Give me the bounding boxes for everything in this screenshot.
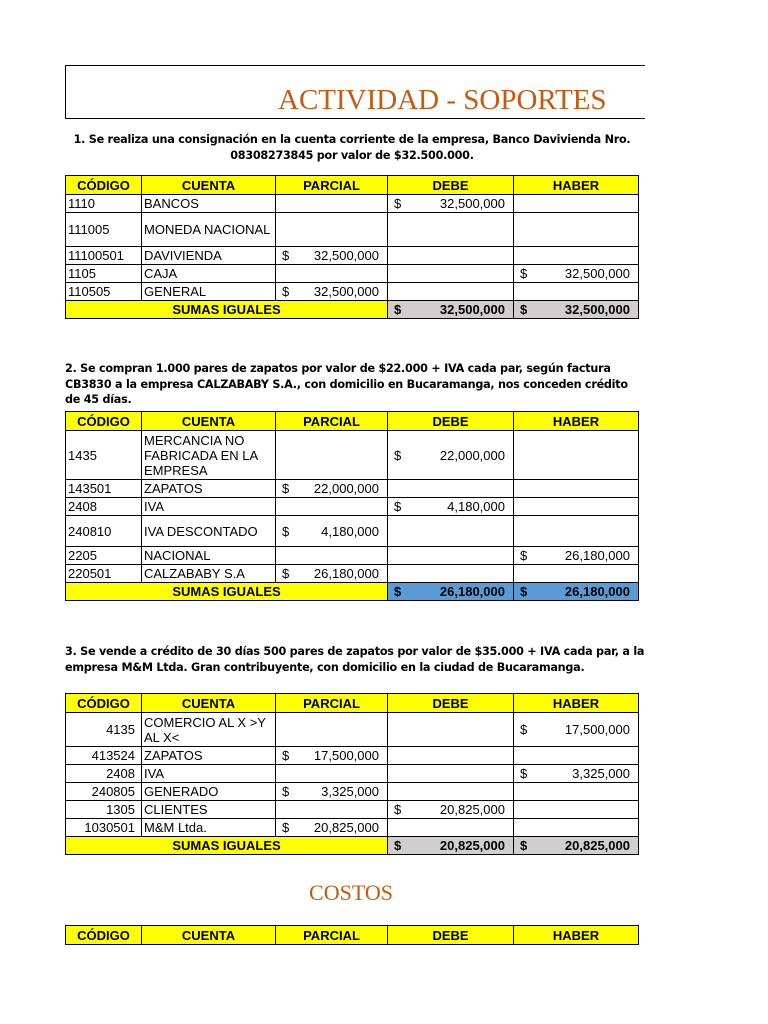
- table-row: [66, 547, 639, 565]
- sums-row: [66, 301, 639, 319]
- cell-debe: [388, 819, 514, 837]
- cell-debe: [388, 265, 514, 283]
- amount: 17,500,000: [313, 748, 379, 763]
- currency-symbol: $: [520, 266, 528, 281]
- amount: 4,180,000: [321, 523, 379, 539]
- cell-code: 110505: [66, 283, 142, 301]
- currency-symbol: $: [520, 722, 528, 737]
- cell-parcial: [276, 783, 388, 801]
- cell-haber: [514, 713, 639, 747]
- amount: 22,000,000: [313, 481, 379, 496]
- cell-haber: [514, 283, 639, 301]
- cell-parcial: [276, 213, 388, 247]
- amount: 20,825,000: [564, 838, 630, 853]
- header-cuenta: CUENTA: [142, 694, 276, 713]
- currency-symbol: $: [282, 820, 290, 835]
- cell-account: IVA: [142, 765, 276, 783]
- cell-account: COMERCIO AL X >Y AL X<: [142, 713, 276, 747]
- table-row: [66, 265, 639, 283]
- cell-code: 143501: [66, 480, 142, 498]
- cell-haber: [514, 565, 639, 583]
- cell-haber: [514, 480, 639, 498]
- cell-haber: [514, 783, 639, 801]
- header-cuenta: CUENTA: [142, 926, 276, 945]
- amount: 32,500,000: [439, 196, 505, 211]
- header-debe: DEBE: [388, 926, 514, 945]
- table-row: [66, 195, 639, 213]
- cell-haber: [514, 213, 639, 247]
- cell-account: CALZABABY S.A: [142, 565, 276, 583]
- cell-haber: [514, 247, 639, 265]
- table-header-row: [66, 412, 639, 431]
- cell-debe: [388, 480, 514, 498]
- cell-parcial: [276, 819, 388, 837]
- sums-row: [66, 837, 639, 855]
- currency-symbol: $: [394, 196, 402, 211]
- cell-code: 11100501: [66, 247, 142, 265]
- entry-2-table: [65, 411, 639, 601]
- entry-1-table: [65, 175, 639, 319]
- cell-debe: [388, 747, 514, 765]
- cell-parcial: [276, 480, 388, 498]
- cell-code: 220501: [66, 565, 142, 583]
- entry-3-table: [65, 693, 639, 855]
- cell-debe: [388, 801, 514, 819]
- header-debe: DEBE: [388, 412, 514, 431]
- cell-debe: [388, 565, 514, 583]
- amount: 20,825,000: [313, 820, 379, 835]
- amount: 3,325,000: [572, 766, 630, 781]
- currency-symbol: $: [282, 784, 290, 799]
- currency-symbol: $: [282, 284, 290, 299]
- sums-label: SUMAS IGUALES: [66, 301, 388, 319]
- cell-account: BANCOS: [142, 195, 276, 213]
- currency-symbol: $: [394, 447, 402, 463]
- cell-haber: [514, 801, 639, 819]
- sum-debe: [388, 301, 514, 319]
- cell-haber: [514, 765, 639, 783]
- currency-symbol: $: [282, 481, 290, 496]
- cell-account: GENERAL: [142, 283, 276, 301]
- cell-haber: [514, 819, 639, 837]
- amount: 4,180,000: [447, 499, 505, 514]
- currency-symbol: $: [520, 302, 528, 317]
- currency-symbol: $: [520, 766, 528, 781]
- amount: 22,000,000: [439, 447, 505, 463]
- amount: 32,500,000: [564, 302, 630, 317]
- amount: 17,500,000: [564, 722, 630, 737]
- header-haber: HABER: [514, 412, 639, 431]
- header-parcial: PARCIAL: [276, 176, 388, 195]
- currency-symbol: $: [394, 499, 402, 514]
- header-codigo: CÓDIGO: [66, 176, 142, 195]
- header-debe: DEBE: [388, 694, 514, 713]
- table-row: [66, 765, 639, 783]
- sum-haber: [514, 837, 639, 855]
- cell-account: M&M Ltda.: [142, 819, 276, 837]
- amount: 32,500,000: [313, 248, 379, 263]
- currency-symbol: $: [394, 802, 402, 817]
- entry-3-description: 3. Se vende a crédito de 30 días 500 pares de zapatos por valor de $35.000 + IVA cada par, a la empresa M&M Ltda. Gran contribuyente, con domicilio en la ciudad de Bucaramanga.: [65, 645, 645, 674]
- header-parcial: PARCIAL: [276, 694, 388, 713]
- table-header-row: [66, 176, 639, 195]
- table-header-row: [66, 926, 639, 945]
- header-parcial: PARCIAL: [276, 412, 388, 431]
- table-row: [66, 565, 639, 583]
- amount: 26,180,000: [564, 584, 630, 599]
- table-row: [66, 713, 639, 747]
- header-cuenta: CUENTA: [142, 412, 276, 431]
- cell-parcial: [276, 565, 388, 583]
- cell-debe: [388, 195, 514, 213]
- table-row: [66, 498, 639, 516]
- cell-account: IVA: [142, 498, 276, 516]
- amount: 26,180,000: [439, 584, 505, 599]
- amount: 26,180,000: [564, 548, 630, 563]
- costos-table: [65, 925, 639, 945]
- currency-symbol: $: [282, 248, 290, 263]
- cell-debe: [388, 713, 514, 747]
- header-haber: HABER: [514, 926, 639, 945]
- cell-account: CLIENTES: [142, 801, 276, 819]
- costos-title: COSTOS: [309, 880, 393, 905]
- table-row: [66, 213, 639, 247]
- header-codigo: CÓDIGO: [66, 412, 142, 431]
- cell-parcial: [276, 498, 388, 516]
- cell-parcial: [276, 265, 388, 283]
- entry-2-description: 2. Se compran 1.000 pares de zapatos por valor de $22.000 + IVA cada par, según factura CB3830 a la empresa CALZABABY S.A., con domicilio en Bucaramanga, nos conceden crédito de 45 días.: [65, 362, 628, 406]
- cell-code: 2408: [66, 498, 142, 516]
- cell-code: 1110: [66, 195, 142, 213]
- cell-account: MERCANCIA NO FABRICADA EN LA EMPRESA: [142, 431, 276, 480]
- cell-debe: [388, 783, 514, 801]
- table-row: [66, 247, 639, 265]
- table-row: [66, 801, 639, 819]
- amount: 26,180,000: [313, 566, 379, 581]
- cell-code: 2408: [66, 765, 142, 783]
- currency-symbol: $: [394, 584, 402, 599]
- cell-parcial: [276, 283, 388, 301]
- title-box: [65, 65, 645, 119]
- cell-haber: [514, 516, 639, 547]
- currency-symbol: $: [394, 838, 402, 853]
- currency-symbol: $: [282, 566, 290, 581]
- sums-row: [66, 583, 639, 601]
- cell-code: 2205: [66, 547, 142, 565]
- cell-parcial: [276, 713, 388, 747]
- cell-debe: [388, 547, 514, 565]
- cell-haber: [514, 265, 639, 283]
- table-row: [66, 431, 639, 480]
- cell-account: NACIONAL: [142, 547, 276, 565]
- currency-symbol: $: [520, 584, 528, 599]
- cell-haber: [514, 747, 639, 765]
- cell-haber: [514, 498, 639, 516]
- cell-parcial: [276, 747, 388, 765]
- cell-code: 413524: [66, 747, 142, 765]
- page-title: ACTIVIDAD - SOPORTES: [278, 84, 607, 116]
- currency-symbol: $: [520, 838, 528, 853]
- table-row: [66, 747, 639, 765]
- currency-symbol: $: [520, 548, 528, 563]
- cell-debe: [388, 765, 514, 783]
- header-haber: HABER: [514, 176, 639, 195]
- cell-parcial: [276, 516, 388, 547]
- header-debe: DEBE: [388, 176, 514, 195]
- entry-1-description: 1. Se realiza una consignación en la cuenta corriente de la empresa, Banco Davivienda Nro. 08308273845 por valor de $32.500.000.: [73, 133, 631, 162]
- cell-code: 240805: [66, 783, 142, 801]
- cell-parcial: [276, 431, 388, 480]
- cell-account: GENERADO: [142, 783, 276, 801]
- cell-account: IVA DESCONTADO: [142, 516, 276, 547]
- cell-code: 1030501: [66, 819, 142, 837]
- cell-haber: [514, 547, 639, 565]
- cell-code: 1305: [66, 801, 142, 819]
- table-header-row: [66, 694, 639, 713]
- table-row: [66, 283, 639, 301]
- cell-parcial: [276, 801, 388, 819]
- cell-haber: [514, 195, 639, 213]
- cell-debe: [388, 213, 514, 247]
- sums-label: SUMAS IGUALES: [66, 837, 388, 855]
- header-cuenta: CUENTA: [142, 176, 276, 195]
- header-haber: HABER: [514, 694, 639, 713]
- cell-code: 1105: [66, 265, 142, 283]
- sums-label: SUMAS IGUALES: [66, 583, 388, 601]
- sum-haber: [514, 583, 639, 601]
- sum-debe: [388, 837, 514, 855]
- currency-symbol: $: [282, 523, 290, 539]
- cell-debe: [388, 431, 514, 480]
- sum-debe: [388, 583, 514, 601]
- table-row: [66, 819, 639, 837]
- amount: 20,825,000: [439, 802, 505, 817]
- cell-parcial: [276, 547, 388, 565]
- header-codigo: CÓDIGO: [66, 926, 142, 945]
- amount: 20,825,000: [439, 838, 505, 853]
- cell-account: CAJA: [142, 265, 276, 283]
- amount: 3,325,000: [321, 784, 379, 799]
- sum-haber: [514, 301, 639, 319]
- cell-parcial: [276, 765, 388, 783]
- currency-symbol: $: [282, 748, 290, 763]
- amount: 32,500,000: [313, 284, 379, 299]
- cell-code: 111005: [66, 213, 142, 247]
- header-codigo: CÓDIGO: [66, 694, 142, 713]
- cell-debe: [388, 247, 514, 265]
- cell-debe: [388, 283, 514, 301]
- cell-code: 240810: [66, 516, 142, 547]
- cell-debe: [388, 498, 514, 516]
- cell-parcial: [276, 195, 388, 213]
- table-row: [66, 783, 639, 801]
- cell-haber: [514, 431, 639, 480]
- currency-symbol: $: [394, 302, 402, 317]
- header-parcial: PARCIAL: [276, 926, 388, 945]
- cell-account: ZAPATOS: [142, 747, 276, 765]
- amount: 32,500,000: [564, 266, 630, 281]
- cell-account: MONEDA NACIONAL: [142, 213, 276, 247]
- cell-parcial: [276, 247, 388, 265]
- cell-code: 4135: [66, 713, 142, 747]
- table-row: [66, 480, 639, 498]
- amount: 32,500,000: [439, 302, 505, 317]
- cell-debe: [388, 516, 514, 547]
- cell-code: 1435: [66, 431, 142, 480]
- cell-account: DAVIVIENDA: [142, 247, 276, 265]
- table-row: [66, 516, 639, 547]
- cell-account: ZAPATOS: [142, 480, 276, 498]
